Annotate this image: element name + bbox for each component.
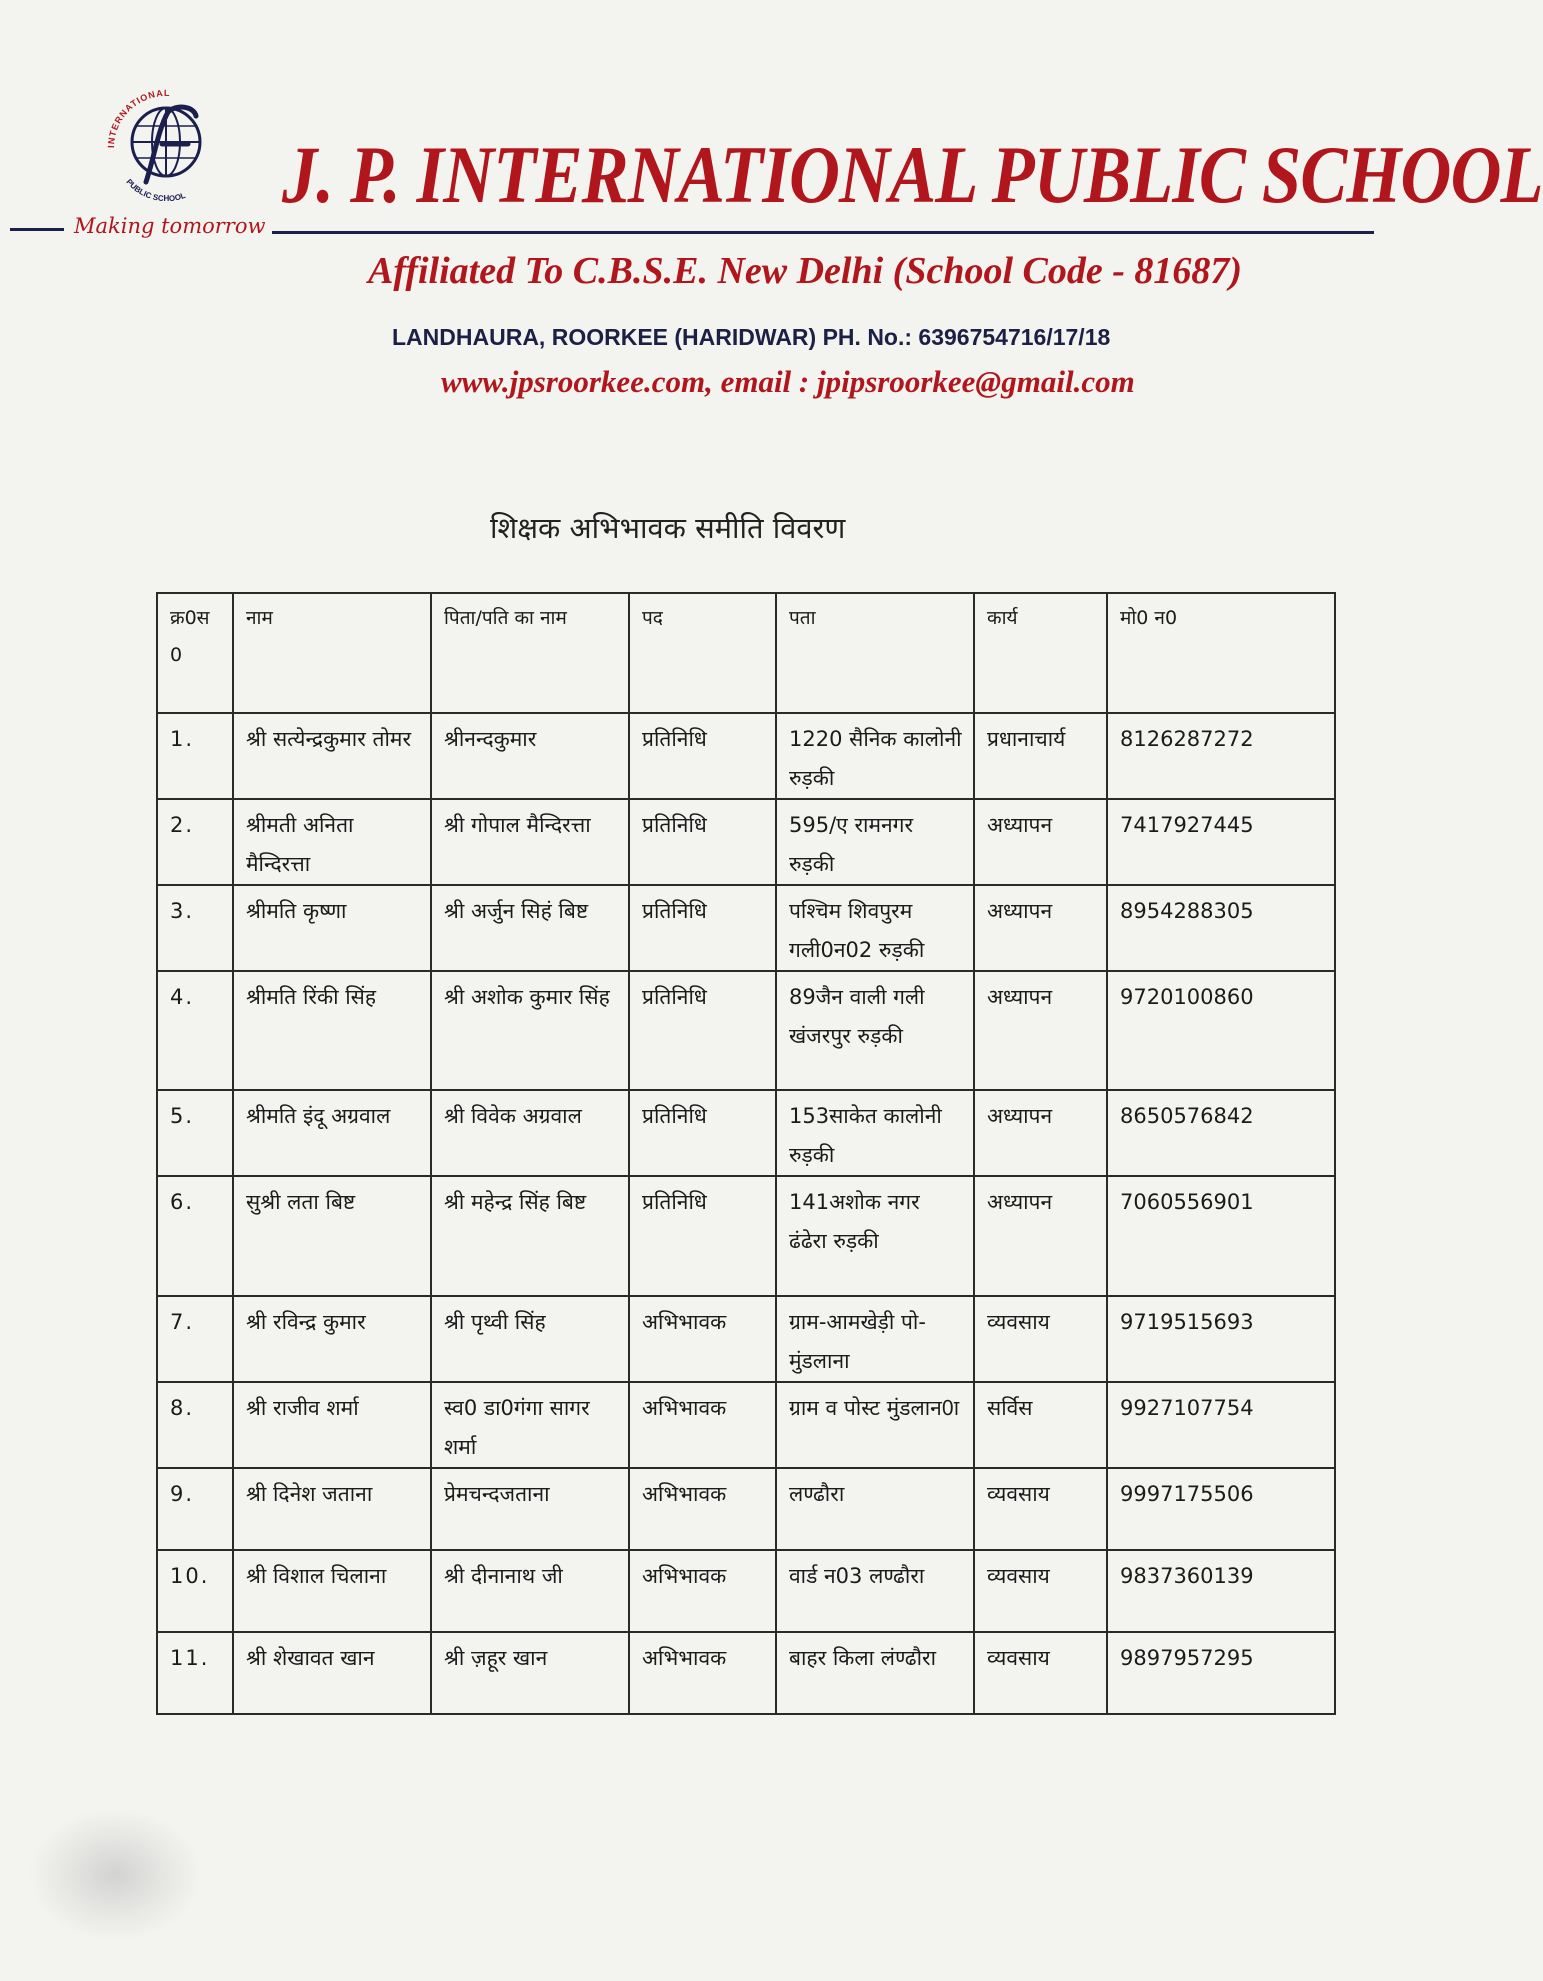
table-header-row [157,593,1335,713]
svg-text:PUBLIC SCHOOL [124,177,187,203]
cell-address: ग्राम व पोस्ट मुंडलान0ा [776,1382,974,1468]
cell-occupation: व्यवसाय [974,1632,1107,1714]
cell-mobile: 8954288305 [1107,885,1335,971]
cell-name: श्रीमति इंदू अग्रवाल [233,1090,431,1176]
cell-address: पश्चिम शिवपुरम गली0न02 रुड़की [776,885,974,971]
website-email: www.jpsroorkee.com, email : jpipsroorkee@gmail.com [441,364,1135,399]
header-occupation: कार्य [974,593,1107,713]
tagline: Making tomorrow [74,214,266,238]
letterhead [0,0,1543,420]
cell-father-husband: श्री महेन्द्र सिंह बिष्ट [431,1176,629,1296]
cell-father-husband: श्री दीनानाथ जी [431,1550,629,1632]
cell-sn: 3. [157,885,233,971]
cell-sn: 8. [157,1382,233,1468]
cell-name: श्री विशाल चिलाना [233,1550,431,1632]
cell-mobile: 9897957295 [1107,1632,1335,1714]
cell-father-husband: श्री अर्जुन सिहं बिष्ट [431,885,629,971]
cell-address: बाहर किला लंण्ढौरा [776,1632,974,1714]
cell-mobile: 7417927445 [1107,799,1335,885]
affiliation-line: Affiliated To C.B.S.E. New Delhi (School Code - 81687) [368,250,1243,292]
school-logo [96,70,236,210]
cell-post: अभिभावक [629,1550,776,1632]
cell-name: श्रीमति रिंकी सिंह [233,971,431,1090]
cell-occupation: अध्यापन [974,885,1107,971]
header-address: पता [776,593,974,713]
header-sn: क्र0स 0 [157,593,233,713]
cell-name: श्री शेखावत खान [233,1632,431,1714]
cell-mobile: 9719515693 [1107,1296,1335,1382]
cell-post: प्रतिनिधि [629,885,776,971]
cell-name: श्री दिनेश जताना [233,1468,431,1550]
school-address: LANDHAURA, ROORKEE (HARIDWAR) PH. No.: 6396754716/17/18 [392,324,1111,350]
cell-sn: 1. [157,713,233,799]
cell-post: प्रतिनिधि [629,799,776,885]
table-row [157,1296,1335,1382]
cell-sn: 6. [157,1176,233,1296]
cell-address: 89जैन वाली गली खंजरपुर रुड़की [776,971,974,1090]
header-name: नाम [233,593,431,713]
cell-name: श्रीमति कृष्णा [233,885,431,971]
logo-ring-text-bottom: PUBLIC SCHOOL [124,177,187,204]
cell-sn: 5. [157,1090,233,1176]
cell-name: श्री सत्येन्द्रकुमार तोमर [233,713,431,799]
cell-post: प्रतिनिधि [629,1090,776,1176]
cell-post: अभिभावक [629,1468,776,1550]
cell-address: 141अशोक नगर ढंढेरा रुड़की [776,1176,974,1296]
cell-mobile: 9720100860 [1107,971,1335,1090]
header-rule-right [272,231,1374,234]
cell-occupation: व्यवसाय [974,1468,1107,1550]
cell-post: अभिभावक [629,1296,776,1382]
header-rule-left [10,228,64,231]
cell-mobile: 8650576842 [1107,1090,1335,1176]
cell-sn: 10. [157,1550,233,1632]
cell-post: प्रतिनिधि [629,971,776,1090]
cell-post: अभिभावक [629,1382,776,1468]
cell-address: 1220 सैनिक कालोनी रुड़की [776,713,974,799]
cell-address: लण्ढौरा [776,1468,974,1550]
table-row [157,1176,1335,1296]
cell-occupation: व्यवसाय [974,1550,1107,1632]
header-mobile: मो0 न0 [1107,593,1335,713]
cell-father-husband: श्री गोपाल मैन्दिरत्ता [431,799,629,885]
cell-sn: 2. [157,799,233,885]
cell-mobile: 7060556901 [1107,1176,1335,1296]
school-name: J. P. INTERNATIONAL PUBLIC SCHOOL [282,129,1543,220]
table-row [157,1090,1335,1176]
cell-father-husband: श्री विवेक अग्रवाल [431,1090,629,1176]
cell-occupation: अध्यापन [974,799,1107,885]
table-row [157,799,1335,885]
cell-father-husband: श्री अशोक कुमार सिंह [431,971,629,1090]
cell-sn: 7. [157,1296,233,1382]
cell-father-husband: श्री ज़हूर खान [431,1632,629,1714]
cell-sn: 11. [157,1632,233,1714]
table-row [157,885,1335,971]
cell-name: श्री रविन्द्र कुमार [233,1296,431,1382]
paper-smudge [30,1810,200,1940]
cell-occupation: अध्यापन [974,971,1107,1090]
cell-mobile: 8126287272 [1107,713,1335,799]
cell-address: 595/ए रामनगर रुड़की [776,799,974,885]
cell-occupation: अध्यापन [974,1090,1107,1176]
cell-sn: 4. [157,971,233,1090]
cell-father-husband: प्रेमचन्दजताना [431,1468,629,1550]
cell-mobile: 9997175506 [1107,1468,1335,1550]
cell-name: सुश्री लता बिष्ट [233,1176,431,1296]
cell-father-husband: स्व0 डा0गंगा सागर शर्मा [431,1382,629,1468]
cell-address: 153साकेत कालोनी रुड़की [776,1090,974,1176]
document-title: शिक्षक अभिभावक समीति विवरण [490,511,846,545]
table-row [157,1550,1335,1632]
cell-post: अभिभावक [629,1632,776,1714]
cell-address: वार्ड न03 लण्ढौरा [776,1550,974,1632]
cell-father-husband: श्रीनन्दकुमार [431,713,629,799]
table-row [157,1468,1335,1550]
header-post: पद [629,593,776,713]
cell-sn: 9. [157,1468,233,1550]
header-father-husband-name: पिता/पति का नाम [431,593,629,713]
cell-name: श्रीमती अनिता मैन्दिरत्ता [233,799,431,885]
table-row [157,971,1335,1090]
cell-father-husband: श्री पृथ्वी सिंह [431,1296,629,1382]
cell-occupation: व्यवसाय [974,1296,1107,1382]
cell-post: प्रतिनिधि [629,713,776,799]
table-row [157,1382,1335,1468]
cell-mobile: 9837360139 [1107,1550,1335,1632]
cell-occupation: अध्यापन [974,1176,1107,1296]
cell-name: श्री राजीव शर्मा [233,1382,431,1468]
cell-post: प्रतिनिधि [629,1176,776,1296]
cell-occupation: सर्विस [974,1382,1107,1468]
svg-text:INTERNATIONAL [106,88,171,148]
cell-address: ग्राम-आमखेड़ी पो- मुंडलाना [776,1296,974,1382]
table-row [157,713,1335,799]
table-row [157,1632,1335,1714]
committee-table [156,592,1336,1715]
cell-mobile: 9927107754 [1107,1382,1335,1468]
logo-ring-text-top: INTERNATIONAL [105,87,171,149]
cell-occupation: प्रधानाचार्य [974,713,1107,799]
